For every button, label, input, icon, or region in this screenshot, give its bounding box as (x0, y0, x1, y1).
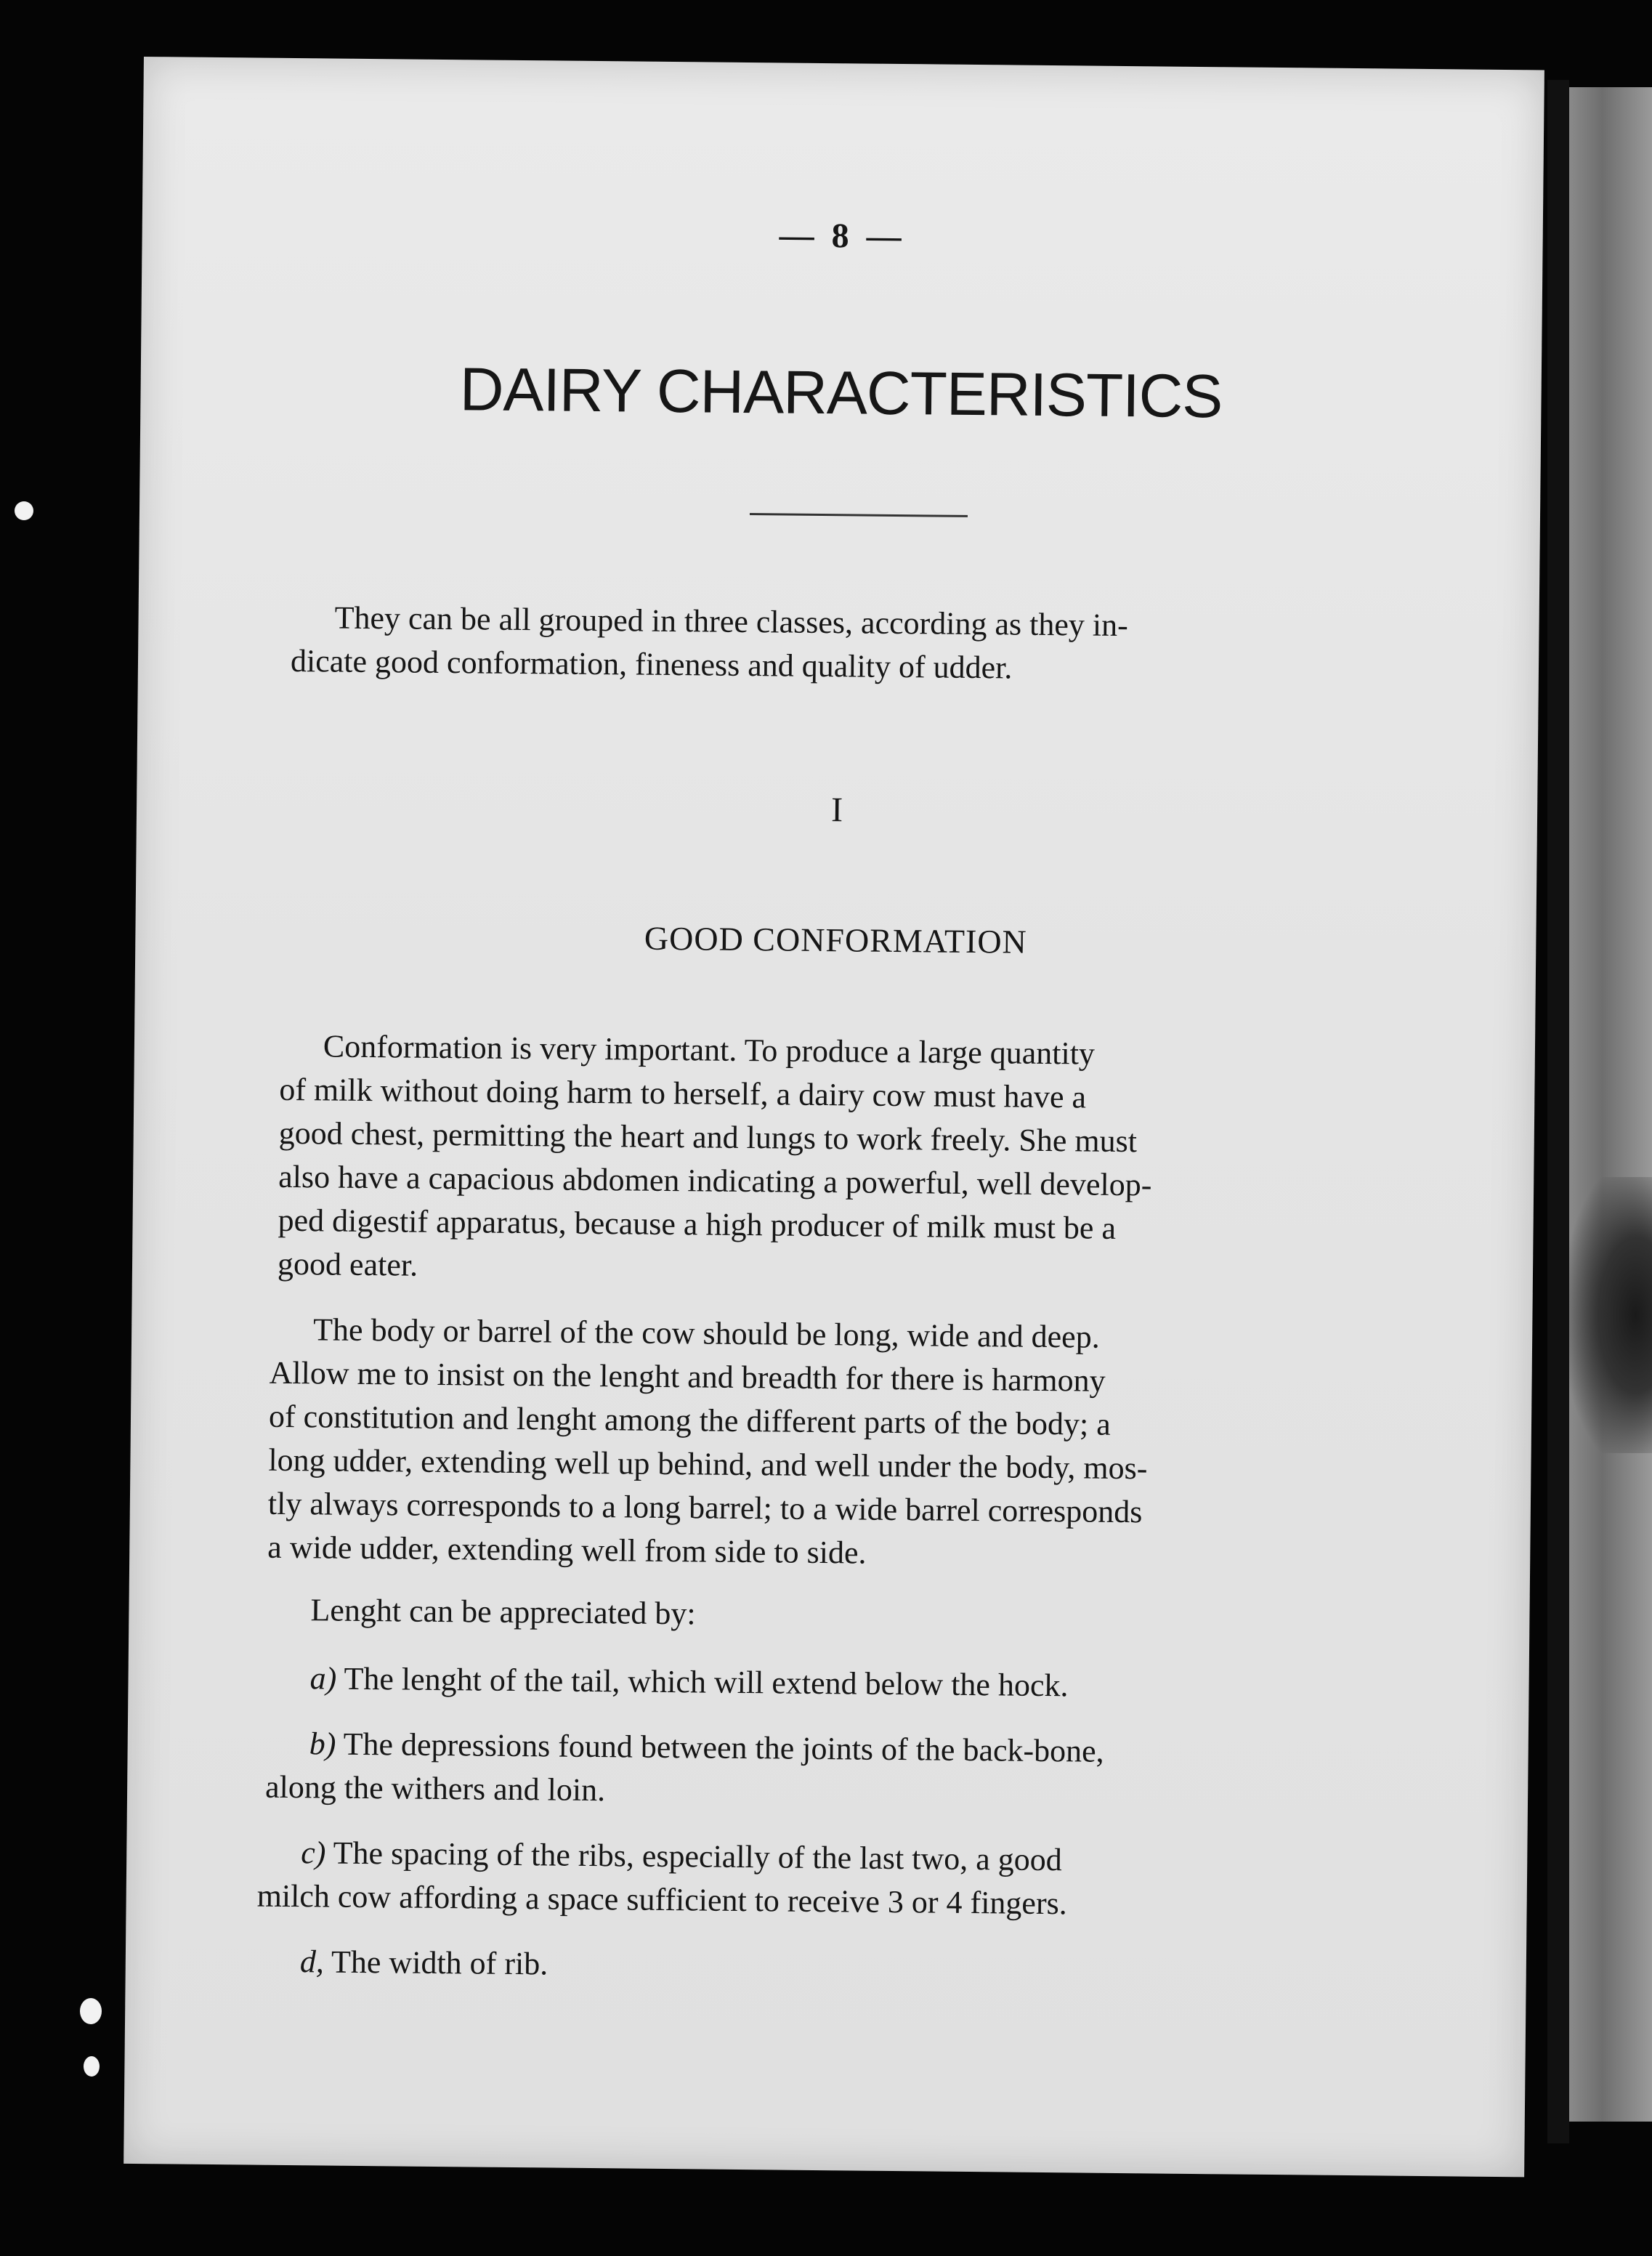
scan-speck (84, 2056, 100, 2077)
list-item (265, 1722, 1421, 1820)
list-marker: b) (309, 1726, 336, 1762)
list-item (300, 1940, 548, 1986)
paragraph-body-barrel (267, 1308, 1425, 1580)
text-line: Allow me to insist on the lenght and breadth for there is harmony (269, 1354, 1106, 1399)
list-item (256, 1831, 1420, 1929)
title-rule (750, 513, 968, 517)
text-line: tly always corresponds to a long barrel; to a wide barrel corresponds (267, 1485, 1143, 1530)
list-marker: a) (309, 1660, 337, 1697)
text-line: good chest, permitting the heart and lungs to work freely. She must (278, 1115, 1138, 1160)
facing-page-blot (1569, 1177, 1652, 1453)
text-line: ped digestif apparatus, because a high producer of milk must be a (278, 1202, 1117, 1246)
text-line: a wide udder, extending well from side to side. (267, 1529, 867, 1571)
intro-paragraph (291, 596, 1425, 694)
text-line: long udder, extending well up behind, and well under the body, mos- (268, 1442, 1148, 1487)
text-line: good eater. (277, 1245, 418, 1283)
text-line: along the withers and loin. (264, 1768, 606, 1808)
page-number: — 8 — (779, 216, 906, 256)
paragraph-conformation (278, 1024, 1428, 1297)
text-line: Conformation is very important. To produce a large quantity (323, 1028, 1096, 1072)
text-line: also have a capacious abdomen indicating a powerful, well develop- (278, 1158, 1152, 1203)
text-line: The spacing of the ribs, especially of the last two, a good (333, 1835, 1063, 1878)
text-line: of milk without doing harm to herself, a dairy cow must have a (279, 1071, 1087, 1115)
list-marker: d, (299, 1944, 325, 1980)
binding-gutter (1547, 80, 1569, 2143)
text-line: They can be all grouped in three classes, according as they in- (334, 599, 1129, 644)
text-line: The lenght of the tail, which will extend below the hock. (344, 1660, 1069, 1704)
facing-page-edge (1569, 87, 1652, 2122)
section-heading: GOOD CONFORMATION (644, 919, 1028, 961)
list-item (309, 1657, 1068, 1707)
list-lead-in: Lenght can be appreciated by: (310, 1592, 696, 1632)
text-line: The body or barrel of the cow should be long, wide and deep. (312, 1311, 1100, 1355)
text-line: of constitution and lenght among the different parts of the body; a (268, 1398, 1112, 1442)
text-line: dicate good conformation, fineness and quality of udder. (290, 642, 1013, 686)
book-page (124, 57, 1544, 2177)
scan-speck (15, 501, 33, 520)
section-number: I (830, 791, 843, 830)
text-line: milch cow affording a space sufficient to receive 3 or 4 fingers. (256, 1877, 1067, 1922)
list-marker: c) (301, 1835, 326, 1871)
text-line: The width of rib. (331, 1944, 548, 1982)
scan-speck (80, 1998, 102, 2024)
text-line: The depressions found between the joints of the back-bone, (343, 1726, 1104, 1769)
page-title: DAIRY CHARACTERISTICS (459, 355, 1223, 431)
